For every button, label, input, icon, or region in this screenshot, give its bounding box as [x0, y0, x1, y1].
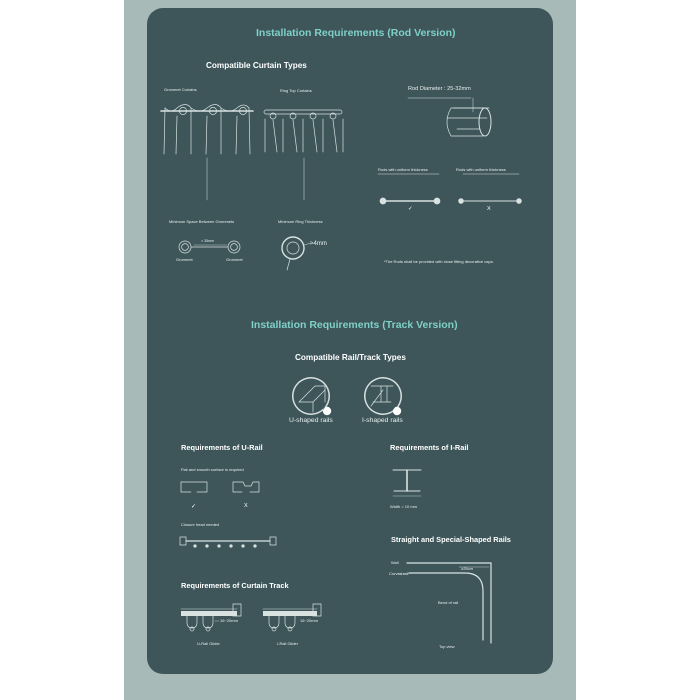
closure-head-rail-icon: [180, 537, 276, 547]
min-ring-thickness-label: Minimum Ring Thickness: [278, 219, 323, 224]
grommet-curtains-label: Grommet Curtains: [164, 87, 197, 92]
u-rail-surface-note: Flat and smooth surface is required: [181, 467, 244, 472]
decorative-caps-note: *The Rods shall be provided with close fitting decorative caps.: [384, 259, 494, 264]
rod-diameter-icon: [408, 98, 491, 136]
uniform-rod-bad-icon: [459, 174, 522, 203]
rod-x-mark: X: [487, 206, 491, 212]
i-shaped-rails-label: I-shaped rails: [362, 417, 403, 424]
i-glider-gap-label: 16~20mm: [300, 618, 318, 623]
rods-uniform-label-1: Rods with uniform thickness: [378, 167, 428, 172]
gap-label: ≥25cm: [461, 566, 473, 571]
straight-special-rails-title: Straight and Special-Shaped Rails: [391, 535, 511, 544]
u-shaped-rails-label: U-shaped rails: [289, 417, 333, 424]
grommet-right-label: Grommet: [226, 257, 243, 262]
u-rail-x-mark: X: [244, 503, 248, 509]
rods-uniform-label-2: Rods with uniform thickness: [456, 167, 506, 172]
compatible-curtain-types-title: Compatible Curtain Types: [206, 61, 307, 70]
ring-thickness-icon: [282, 237, 311, 270]
u-rail-check-badge: ✓: [322, 406, 327, 412]
ring-top-curtains-label: Ring Top Curtains: [280, 88, 312, 93]
grommet-space-value: > 35mm: [201, 239, 215, 243]
min-space-grommets-label: Minimum Space Between Grommets: [169, 219, 235, 224]
wall-label: Wall: [391, 560, 399, 565]
compatible-rail-types-title: Compatible Rail/Track Types: [295, 353, 406, 362]
u-glider-gap-label: 16~20mm: [220, 618, 238, 623]
curtain-track-requirements-title: Requirements of Curtain Track: [181, 581, 289, 590]
closure-head-label: Closure head needed: [181, 522, 220, 527]
i-shaped-rail-icon: [364, 377, 402, 415]
u-rail-uneven-profile-icon: [233, 482, 259, 492]
track-version-title: Installation Requirements (Track Version): [251, 319, 458, 331]
i-rail-check-badge: ✓: [392, 406, 397, 412]
bend-of-rail-label: Bend of rail: [438, 600, 459, 605]
i-rail-glider-label: I-Rail Glider: [277, 641, 299, 646]
uniform-rod-good-icon: [378, 174, 440, 204]
i-rail-profile-icon: [393, 470, 421, 496]
i-rail-requirements-title: Requirements of I-Rail: [390, 443, 469, 452]
ring-top-curtain-icon: [264, 110, 343, 152]
i-rail-width-label: Width = 10 mm: [390, 504, 418, 509]
grommet-left-label: Grommet: [176, 257, 193, 262]
u-rail-requirements-title: Requirements of U-Rail: [181, 443, 263, 452]
diagram-drawings: [147, 8, 553, 674]
u-rail-glider-label: U-Rail Glider: [197, 641, 220, 646]
u-rail-check-mark: ✓: [191, 504, 197, 510]
u-rail-flat-profile-icon: [181, 482, 207, 492]
grommet-curtain-icon: [161, 105, 253, 155]
rod-diameter-label: Rod Diameter : 25-32mm: [408, 86, 471, 92]
curved-rail-label: Curved rail: [389, 571, 409, 576]
top-view-label: Top view: [439, 644, 455, 649]
rod-check-mark: ✓: [408, 206, 413, 212]
installation-requirements-panel: [147, 8, 553, 674]
rod-version-title: Installation Requirements (Rod Version): [256, 27, 456, 39]
ring-thickness-value: >4mm: [310, 241, 327, 247]
